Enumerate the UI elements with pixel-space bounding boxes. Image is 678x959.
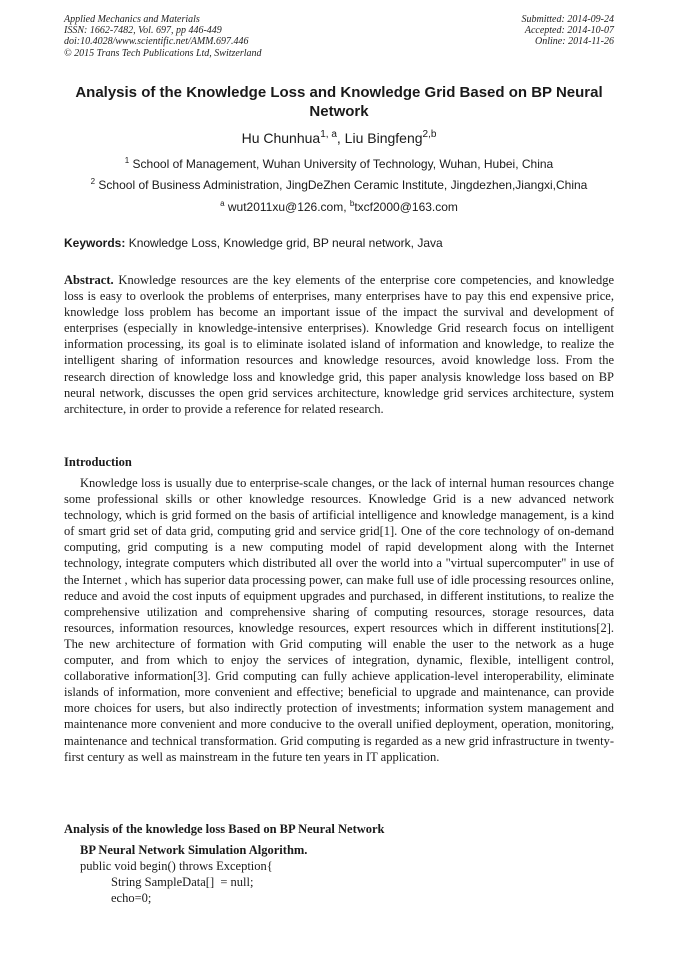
affiliation-2-text: School of Business Administration, JingDeZhen Ceramic Institute, Jingdezhen,Jiangxi,China <box>98 178 588 192</box>
affiliation-1 <box>40 157 638 172</box>
email-a-mark: a <box>220 199 225 208</box>
email-b-mark: b <box>349 199 355 208</box>
introduction-heading: Introduction <box>64 455 132 469</box>
analysis-heading: Analysis of the knowledge loss Based on BP Neural Network <box>64 822 385 836</box>
affiliation-1-text: School of Management, Wuhan University of Technology, Wuhan, Hubei, China <box>132 157 554 171</box>
affiliation-2-mark: 2 <box>90 177 96 186</box>
doi-line: doi:10.4028/www.scientific.net/AMM.697.446 <box>64 36 249 48</box>
email-a: wut2011xu@126.com <box>227 200 344 214</box>
accepted-date: Accepted: 2014-10-07 <box>524 25 614 37</box>
author-separator: , <box>336 130 345 146</box>
journal-header-left <box>64 14 262 59</box>
copyright-line: © 2015 Trans Tech Publications Ltd, Switzerland <box>64 47 262 59</box>
keywords-text: Knowledge Loss, Knowledge grid, BP neural network, Java <box>128 236 443 250</box>
keywords <box>64 236 614 251</box>
author-2-affil: 2,b <box>422 129 437 140</box>
author-2: Liu Bingfeng <box>344 130 423 146</box>
author-1: Hu Chunhua <box>241 130 321 146</box>
email-line <box>40 200 638 215</box>
submitted-date: Submitted: 2014-09-24 <box>521 14 614 25</box>
journal-name: Applied Mechanics and Materials <box>64 14 200 25</box>
abstract-label: Abstract. <box>64 273 114 287</box>
introduction-body: Knowledge loss is usually due to enterprise-scale changes, or the lack of internal human resources change some professional skills or other knowledge resources. Knowledge Grid is a new advanced network technology, which is grid formed on the basis of artificial intelligence and knowledge management, is a kind of smart grid set of data grid, computing grid and service grid[1]. One of the core technology of on-demand computing, grid computing is a new computing model of rapid development along with the Internet technology, integrate computers which distributed all over the world into a "virtual supercomputer" in use of the Internet , which has superior data processing power, can make full use of idle processing resources online, reduce and avoid the cost inputs of equipment upgrades and purchased, in different institutions, to realize the comprehensive utilization and comprehensive sharing of computing resources, storage resources, data resources, information resources, knowledge resources, expert resources which in different institutions[2]. The new architecture of formation with Grid computing will enable the user to the network as a huge computer, and from which to enjoy the services of integration, dynamic, flexible, intelligent control, collaborative information[3]. Grid computing can fully achieve application-level interoperability, eliminate islands of information, more convenient and effective; beneficial to upgrade and maintenance, can provide more choices for users, but also indirectly protection of investments; information system management and maintenance more convenient and more conducive to the overall unified deployment, operation, monitoring, maintenance and technical transformation. Grid computing is regarded as a new grid infrastructure in twenty-first century as well as mainstream in the future ten years in IT application. <box>64 476 614 764</box>
keywords-label: Keywords: <box>64 236 126 250</box>
code-line-2: String SampleData[] = null; <box>111 875 254 890</box>
code-line-3: echo=0; <box>111 891 152 906</box>
affiliation-1-mark: 1 <box>124 156 130 165</box>
code-line-1: public void begin() throws Exception{ <box>80 859 273 874</box>
author-1-affil: 1, a <box>320 129 337 140</box>
issn-line: ISSN: 1662-7482, Vol. 697, pp 446-449 <box>64 25 222 37</box>
abstract <box>64 272 614 417</box>
journal-header-right <box>522 14 615 48</box>
abstract-text: Knowledge resources are the key elements of the enterprise core competencies, and knowledge loss is easy to overlook the problems of enterprises, many enterprises have to pay this end expensive price, knowledge loss problem has become an important issue of the impact the survival and development of enterprises (especially in knowledge-intensive enterprises). Knowledge Grid research focus on intelligent information processing, its goal is to eliminate isolated island of information and knowledge, to realize the intelligent sharing of information resources and knowledge resources, avoid knowledge loss. From the research direction of knowledge loss and knowledge grid, this paper analysis knowledge loss based on BP neural network, discusses the open grid services architecture, knowledge grid services architecture, system architecture, in order to provide a reference for related research. <box>64 273 615 416</box>
email-b: txcf2000@163.com <box>354 200 458 214</box>
affiliation-2 <box>40 178 638 193</box>
online-date: Online: 2014-11-26 <box>535 36 614 48</box>
email-separator: , <box>343 200 350 214</box>
author-line <box>64 129 614 147</box>
algorithm-title: BP Neural Network Simulation Algorithm. <box>80 843 308 857</box>
paper-title: Analysis of the Knowledge Loss and Knowledge Grid Based on BP Neural Network <box>75 84 603 120</box>
algorithm-listing <box>80 842 307 906</box>
